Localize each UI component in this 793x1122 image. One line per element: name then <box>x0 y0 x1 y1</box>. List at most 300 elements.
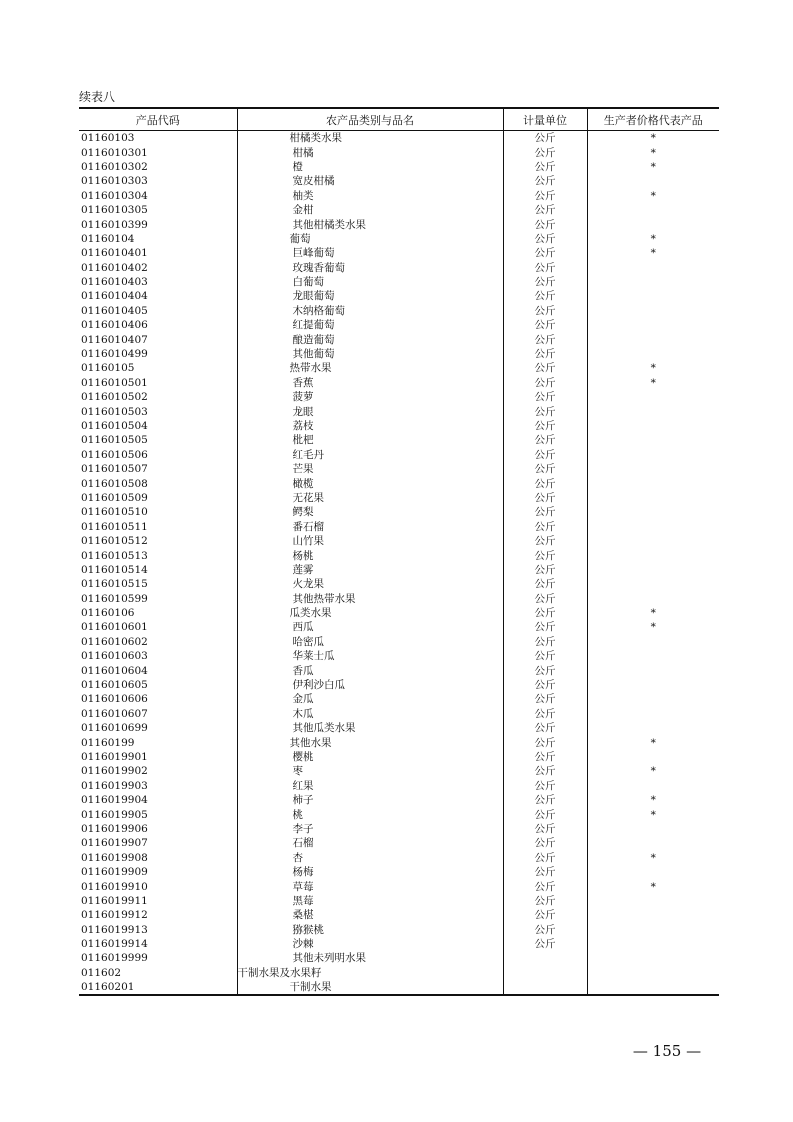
unit-cell: 公斤 <box>503 663 587 677</box>
product-name-cell: 石榴 <box>237 836 503 850</box>
table-row <box>79 735 719 749</box>
price-rep-mark-cell: * <box>587 145 719 159</box>
product-name-cell: 莲雾 <box>237 563 503 577</box>
table-row <box>79 476 719 490</box>
table-row <box>79 937 719 951</box>
product-name-cell: 沙棘 <box>237 937 503 951</box>
table-row <box>79 203 719 217</box>
product-code-cell: 0116010599 <box>81 592 148 605</box>
product-name-cell: 西瓜 <box>237 620 503 634</box>
unit-cell: 公斤 <box>503 246 587 260</box>
product-name-cell: 橙 <box>237 160 503 174</box>
unit-cell: 公斤 <box>503 131 587 146</box>
table-row <box>79 462 719 476</box>
price-rep-mark-cell <box>587 390 719 404</box>
price-rep-mark-cell: * <box>587 361 719 375</box>
product-code-cell: 0116010699 <box>81 722 148 735</box>
product-name-cell: 其他热带水果 <box>237 592 503 606</box>
unit-cell: 公斤 <box>503 563 587 577</box>
price-rep-mark-cell <box>587 448 719 462</box>
table-header-row <box>79 108 719 131</box>
product-name-cell: 杨梅 <box>237 865 503 879</box>
unit-cell: 公斤 <box>503 764 587 778</box>
product-code-cell: 0116010514 <box>81 563 148 576</box>
table-row <box>79 433 719 447</box>
price-rep-mark-cell <box>587 275 719 289</box>
product-code-cell: 0116010502 <box>81 391 148 404</box>
product-code-cell: 0116019901 <box>81 750 148 763</box>
table-row <box>79 807 719 821</box>
price-rep-mark-cell <box>587 592 719 606</box>
unit-cell: 公斤 <box>503 865 587 879</box>
product-code-cell: 0116010499 <box>81 348 148 361</box>
table-row <box>79 980 719 995</box>
product-name-cell: 宽皮柑橘 <box>237 174 503 188</box>
product-code-cell: 0116010301 <box>81 146 148 159</box>
product-name-cell: 酿造葡萄 <box>237 332 503 346</box>
table-row <box>79 232 719 246</box>
product-code-cell: 0116010605 <box>81 679 148 692</box>
unit-cell: 公斤 <box>503 419 587 433</box>
price-rep-mark-cell <box>587 203 719 217</box>
price-rep-mark-cell <box>587 663 719 677</box>
table-row <box>79 491 719 505</box>
table-row <box>79 908 719 922</box>
unit-cell: 公斤 <box>503 721 587 735</box>
product-name-cell: 木纳格葡萄 <box>237 304 503 318</box>
price-rep-mark-cell <box>587 922 719 936</box>
price-rep-mark-cell <box>587 678 719 692</box>
unit-cell: 公斤 <box>503 548 587 562</box>
table-row <box>79 951 719 965</box>
table-row <box>79 548 719 562</box>
price-rep-mark-cell <box>587 332 719 346</box>
product-code-cell: 01160103 <box>81 132 135 145</box>
table-row <box>79 131 719 146</box>
price-rep-mark-cell <box>587 217 719 231</box>
table-row <box>79 419 719 433</box>
price-rep-mark-cell <box>587 174 719 188</box>
price-rep-mark-cell: * <box>587 735 719 749</box>
unit-cell: 公斤 <box>503 937 587 951</box>
product-code-cell: 0116010403 <box>81 276 148 289</box>
product-code-cell: 0116019910 <box>81 880 148 893</box>
product-name-cell: 枣 <box>237 764 503 778</box>
unit-cell: 公斤 <box>503 390 587 404</box>
table-row <box>79 304 719 318</box>
continued-table-label: 续表八 <box>79 90 116 104</box>
product-code-cell: 0116010501 <box>81 376 148 389</box>
product-name-cell: 柿子 <box>237 793 503 807</box>
product-name-cell: 荔枝 <box>237 419 503 433</box>
product-name-cell: 红果 <box>237 779 503 793</box>
unit-cell: 公斤 <box>503 908 587 922</box>
table-row <box>79 822 719 836</box>
price-rep-mark-cell: * <box>587 764 719 778</box>
product-code-cell: 0116010508 <box>81 477 148 490</box>
unit-cell: 公斤 <box>503 232 587 246</box>
table-row <box>79 520 719 534</box>
unit-cell: 公斤 <box>503 376 587 390</box>
unit-cell: 公斤 <box>503 203 587 217</box>
product-code-cell: 0116019903 <box>81 779 148 792</box>
unit-cell: 公斤 <box>503 635 587 649</box>
product-code-cell: 0116010603 <box>81 650 148 663</box>
page-number: — 155 — <box>632 1042 702 1060</box>
unit-cell: 公斤 <box>503 836 587 850</box>
product-code-cell: 0116010606 <box>81 693 148 706</box>
product-name-cell: 龙眼 <box>237 404 503 418</box>
unit-cell: 公斤 <box>503 620 587 634</box>
product-name-cell: 白葡萄 <box>237 275 503 289</box>
price-rep-mark-cell <box>587 951 719 965</box>
unit-cell: 公斤 <box>503 505 587 519</box>
table-row <box>79 448 719 462</box>
unit-cell: 公斤 <box>503 577 587 591</box>
price-rep-mark-cell: * <box>587 160 719 174</box>
unit-cell: 公斤 <box>503 707 587 721</box>
table-row <box>79 606 719 620</box>
product-name-cell: 金瓜 <box>237 692 503 706</box>
product-code-cell: 0116010503 <box>81 405 148 418</box>
product-code-cell: 0116010304 <box>81 189 148 202</box>
table-row <box>79 534 719 548</box>
product-code-cell: 0116019904 <box>81 794 148 807</box>
product-code-cell: 01160201 <box>81 981 135 994</box>
product-name-cell: 芒果 <box>237 462 503 476</box>
unit-cell <box>503 980 587 995</box>
table-row <box>79 894 719 908</box>
product-name-cell: 干制水果 <box>237 980 503 995</box>
unit-cell: 公斤 <box>503 189 587 203</box>
product-name-cell: 其他水果 <box>237 735 503 749</box>
unit-cell: 公斤 <box>503 361 587 375</box>
unit-cell: 公斤 <box>503 692 587 706</box>
price-rep-mark-cell <box>587 548 719 562</box>
price-rep-mark-cell <box>587 491 719 505</box>
table-body <box>79 131 719 996</box>
price-rep-mark-cell: * <box>587 606 719 620</box>
table-row <box>79 361 719 375</box>
product-code-cell: 0116019905 <box>81 808 148 821</box>
unit-cell: 公斤 <box>503 491 587 505</box>
product-code-cell: 0116010607 <box>81 707 148 720</box>
price-rep-mark-cell <box>587 347 719 361</box>
product-code-table <box>79 107 719 996</box>
table-row <box>79 261 719 275</box>
product-name-cell: 红毛丹 <box>237 448 503 462</box>
table-row <box>79 404 719 418</box>
price-rep-mark-cell: * <box>587 376 719 390</box>
unit-cell: 公斤 <box>503 879 587 893</box>
unit-cell: 公斤 <box>503 520 587 534</box>
product-code-cell: 01160106 <box>81 607 135 620</box>
unit-cell: 公斤 <box>503 275 587 289</box>
product-name-cell: 草莓 <box>237 879 503 893</box>
price-rep-mark-cell <box>587 649 719 663</box>
product-code-cell: 0116010406 <box>81 319 148 332</box>
product-name-cell: 其他柑橘类水果 <box>237 217 503 231</box>
table-row <box>79 750 719 764</box>
price-rep-mark-cell <box>587 304 719 318</box>
table-row <box>79 707 719 721</box>
table-row <box>79 635 719 649</box>
price-rep-mark-cell: * <box>587 807 719 821</box>
product-name-cell: 热带水果 <box>237 361 503 375</box>
header-product-code: 产品代码 <box>79 108 237 131</box>
product-name-cell: 番石榴 <box>237 520 503 534</box>
price-rep-mark-cell: * <box>587 793 719 807</box>
product-code-cell: 0116019914 <box>81 938 148 951</box>
unit-cell: 公斤 <box>503 476 587 490</box>
table-row <box>79 922 719 936</box>
table-row <box>79 793 719 807</box>
product-name-cell: 鳄梨 <box>237 505 503 519</box>
product-code-cell: 0116010513 <box>81 549 148 562</box>
product-code-cell: 0116010511 <box>81 520 148 533</box>
product-code-cell: 0116010399 <box>81 218 148 231</box>
product-name-cell: 杨桃 <box>237 548 503 562</box>
product-name-cell: 巨峰葡萄 <box>237 246 503 260</box>
product-name-cell: 龙眼葡萄 <box>237 289 503 303</box>
price-rep-mark-cell: * <box>587 620 719 634</box>
product-name-cell: 金柑 <box>237 203 503 217</box>
table-row <box>79 865 719 879</box>
price-rep-mark-cell: * <box>587 879 719 893</box>
table-row <box>79 376 719 390</box>
price-rep-mark-cell <box>587 937 719 951</box>
price-rep-mark-cell <box>587 836 719 850</box>
unit-cell: 公斤 <box>503 750 587 764</box>
price-rep-mark-cell <box>587 966 719 980</box>
unit-cell: 公斤 <box>503 174 587 188</box>
table-row <box>79 592 719 606</box>
unit-cell: 公斤 <box>503 894 587 908</box>
header-category-name: 农产品类别与品名 <box>237 108 503 131</box>
product-code-cell: 01160199 <box>81 736 135 749</box>
table-row <box>79 721 719 735</box>
table-row <box>79 318 719 332</box>
table-row <box>79 966 719 980</box>
price-rep-mark-cell <box>587 577 719 591</box>
product-name-cell: 橄榄 <box>237 476 503 490</box>
header-producer-price-rep: 生产者价格代表产品 <box>587 108 719 131</box>
table-row <box>79 217 719 231</box>
product-name-cell: 桑椹 <box>237 908 503 922</box>
product-code-cell: 0116019999 <box>81 952 148 965</box>
header-unit: 计量单位 <box>503 108 587 131</box>
table-row <box>79 663 719 677</box>
product-name-cell: 其他未列明水果 <box>237 951 503 965</box>
unit-cell: 公斤 <box>503 735 587 749</box>
price-rep-mark-cell <box>587 462 719 476</box>
table-row <box>79 879 719 893</box>
price-rep-mark-cell: * <box>587 246 719 260</box>
product-code-cell: 0116010305 <box>81 204 148 217</box>
product-code-cell: 0116010303 <box>81 175 148 188</box>
unit-cell: 公斤 <box>503 448 587 462</box>
price-rep-mark-cell <box>587 980 719 995</box>
product-name-cell: 木瓜 <box>237 707 503 721</box>
product-code-cell: 0116010604 <box>81 664 148 677</box>
unit-cell: 公斤 <box>503 347 587 361</box>
price-rep-mark-cell <box>587 318 719 332</box>
unit-cell: 公斤 <box>503 462 587 476</box>
product-name-cell: 其他葡萄 <box>237 347 503 361</box>
product-name-cell: 山竹果 <box>237 534 503 548</box>
price-rep-mark-cell <box>587 721 719 735</box>
product-name-cell: 桃 <box>237 807 503 821</box>
table-row <box>79 289 719 303</box>
product-code-cell: 01160105 <box>81 362 135 375</box>
product-name-cell: 瓜类水果 <box>237 606 503 620</box>
price-rep-mark-cell <box>587 750 719 764</box>
table-row <box>79 851 719 865</box>
product-code-cell: 0116010401 <box>81 247 148 260</box>
unit-cell: 公斤 <box>503 289 587 303</box>
unit-cell: 公斤 <box>503 922 587 936</box>
unit-cell: 公斤 <box>503 807 587 821</box>
table-row <box>79 145 719 159</box>
product-name-cell: 柚类 <box>237 189 503 203</box>
price-rep-mark-cell <box>587 779 719 793</box>
price-rep-mark-cell <box>587 894 719 908</box>
price-rep-mark-cell <box>587 476 719 490</box>
product-code-cell: 0116019912 <box>81 909 148 922</box>
product-name-cell: 柑橘类水果 <box>237 131 503 146</box>
product-code-cell: 0116010402 <box>81 261 148 274</box>
unit-cell: 公斤 <box>503 433 587 447</box>
product-code-cell: 0116010507 <box>81 463 148 476</box>
product-name-cell: 李子 <box>237 822 503 836</box>
product-name-cell: 哈密瓜 <box>237 635 503 649</box>
product-name-cell: 黑莓 <box>237 894 503 908</box>
unit-cell: 公斤 <box>503 851 587 865</box>
product-code-cell: 0116010510 <box>81 506 148 519</box>
product-code-cell: 0116010504 <box>81 420 148 432</box>
product-name-cell: 香瓜 <box>237 663 503 677</box>
unit-cell: 公斤 <box>503 145 587 159</box>
product-name-cell: 无花果 <box>237 491 503 505</box>
price-rep-mark-cell <box>587 404 719 418</box>
unit-cell: 公斤 <box>503 649 587 663</box>
unit-cell: 公斤 <box>503 217 587 231</box>
product-name-cell: 干制水果及水果籽 <box>237 966 503 980</box>
price-rep-mark-cell <box>587 505 719 519</box>
unit-cell: 公斤 <box>503 592 587 606</box>
product-code-cell: 0116019913 <box>81 923 148 936</box>
unit-cell: 公斤 <box>503 318 587 332</box>
table-row <box>79 678 719 692</box>
product-name-cell: 红提葡萄 <box>237 318 503 332</box>
table-row <box>79 505 719 519</box>
table-row <box>79 620 719 634</box>
table-row <box>79 246 719 260</box>
unit-cell <box>503 951 587 965</box>
table-row <box>79 649 719 663</box>
table-row <box>79 275 719 289</box>
product-code-cell: 0116010512 <box>81 535 148 548</box>
product-code-cell: 0116010506 <box>81 448 148 461</box>
table-row <box>79 577 719 591</box>
table-row <box>79 692 719 706</box>
price-rep-mark-cell <box>587 433 719 447</box>
product-code-cell: 0116010407 <box>81 333 148 346</box>
unit-cell: 公斤 <box>503 606 587 620</box>
price-rep-mark-cell: * <box>587 189 719 203</box>
table-row <box>79 332 719 346</box>
price-rep-mark-cell <box>587 261 719 275</box>
unit-cell: 公斤 <box>503 534 587 548</box>
product-code-cell: 01160104 <box>81 232 135 245</box>
unit-cell: 公斤 <box>503 160 587 174</box>
product-name-cell: 樱桃 <box>237 750 503 764</box>
product-name-cell: 猕猴桃 <box>237 922 503 936</box>
price-rep-mark-cell <box>587 635 719 649</box>
unit-cell: 公斤 <box>503 678 587 692</box>
product-name-cell: 香蕉 <box>237 376 503 390</box>
table-row <box>79 189 719 203</box>
price-rep-mark-cell <box>587 520 719 534</box>
price-rep-mark-cell: * <box>587 131 719 146</box>
price-rep-mark-cell <box>587 289 719 303</box>
unit-cell: 公斤 <box>503 793 587 807</box>
product-code-cell: 0116010509 <box>81 491 148 504</box>
price-rep-mark-cell <box>587 865 719 879</box>
price-rep-mark-cell <box>587 822 719 836</box>
product-name-cell: 火龙果 <box>237 577 503 591</box>
product-code-cell: 0116019906 <box>81 822 148 835</box>
price-rep-mark-cell: * <box>587 232 719 246</box>
table-row <box>79 160 719 174</box>
product-code-cell: 0116010404 <box>81 290 148 303</box>
product-name-cell: 华莱士瓜 <box>237 649 503 663</box>
unit-cell <box>503 966 587 980</box>
table-row <box>79 174 719 188</box>
table-row <box>79 764 719 778</box>
product-name-cell: 葡萄 <box>237 232 503 246</box>
product-code-cell: 0116019909 <box>81 866 148 879</box>
product-code-cell: 011602 <box>81 966 122 979</box>
unit-cell: 公斤 <box>503 261 587 275</box>
product-code-cell: 0116010505 <box>81 434 148 447</box>
table-row <box>79 347 719 361</box>
product-code-cell: 0116019907 <box>81 837 148 850</box>
unit-cell: 公斤 <box>503 404 587 418</box>
product-name-cell: 菠萝 <box>237 390 503 404</box>
price-rep-mark-cell <box>587 707 719 721</box>
product-code-cell: 0116010302 <box>81 160 148 173</box>
table-row <box>79 390 719 404</box>
price-rep-mark-cell <box>587 419 719 433</box>
price-rep-mark-cell <box>587 692 719 706</box>
price-rep-mark-cell <box>587 534 719 548</box>
product-code-cell: 0116010515 <box>81 578 148 591</box>
price-rep-mark-cell: * <box>587 851 719 865</box>
product-name-cell: 玫瑰香葡萄 <box>237 261 503 275</box>
price-rep-mark-cell <box>587 908 719 922</box>
product-code-cell: 0116010602 <box>81 635 148 648</box>
unit-cell: 公斤 <box>503 779 587 793</box>
product-name-cell: 其他瓜类水果 <box>237 721 503 735</box>
product-code-cell: 0116010601 <box>81 621 148 634</box>
product-code-cell: 0116019902 <box>81 765 148 778</box>
product-code-cell: 0116010405 <box>81 304 148 317</box>
table-row <box>79 563 719 577</box>
unit-cell: 公斤 <box>503 332 587 346</box>
product-code-cell: 0116019908 <box>81 851 148 864</box>
product-code-cell: 0116019911 <box>81 894 148 907</box>
